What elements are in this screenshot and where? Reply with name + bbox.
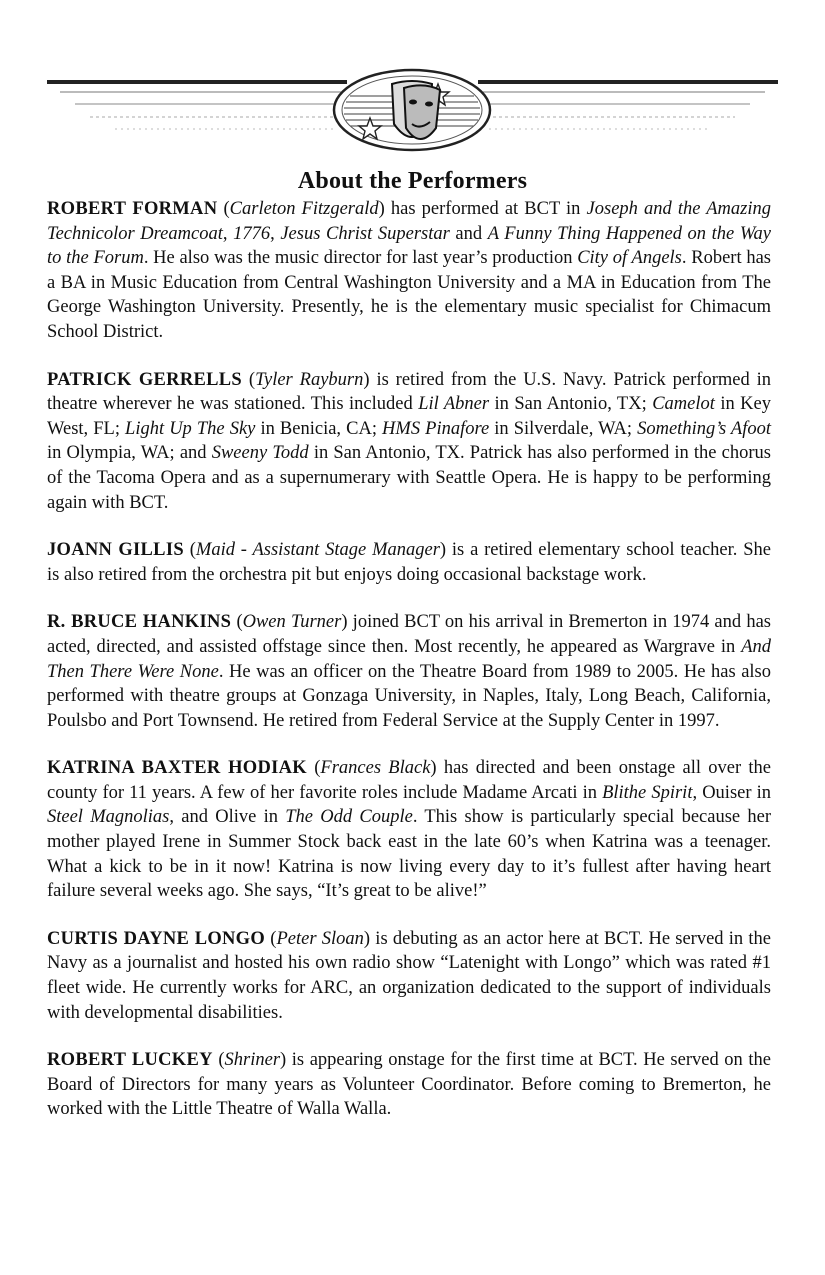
bio-text-segment: is appearing onstage for the first time at BCT. He served on the Board of Directors for many years as Volunteer Coordinator. Before coming to Bremerton, he worked with the Little Theatre of Walla Walla. <box>47 1050 771 1120</box>
bio-text-segment: is retired from the U.S. Navy. Patrick performed in theatre wherever he was stationed. This included <box>47 369 772 415</box>
show-title: City of Angels <box>577 248 682 269</box>
bio-text-segment: is debuting as an actor here at BCT. He served in the Navy as a journalist and hosted his own radio show “Latenight with Longo” which was rated #1 fleet wide. He currently works for ARC, an organization dedicated to the support of individuals with developmental disabilities. <box>47 928 772 1023</box>
performer-role: Frances Black <box>320 758 431 779</box>
bio-text-segment: is a retired elementary school teacher. She is also retired from the orchestra pit but enjoys doing occasional backstage work. <box>47 540 771 585</box>
bio-text-segment: in Benicia, CA; <box>255 418 383 439</box>
performer-role: Tyler Rayburn <box>255 369 364 390</box>
show-title: Steel Magnolias <box>47 807 170 828</box>
show-title: Lil Abner <box>418 394 490 415</box>
performer-bio: PATRICK GERRELLS (Tyler Rayburn) is retired from the U.S. Navy. Patrick performed in theatre wherever he was stationed. This included Lil Abner in San Antonio, TX; Camelot in Key West, FL; Light Up The Sky in Benicia, CA; HMS Pinafore in Silverdale, WA; Something’s Afoot in Olympia, WA; and Sweeny Todd in San Antonio, TX. Patrick has also performed in the chorus of the Tacoma Opera and as a supernumerary with Seattle Opera. He is happy to be performing again with BCT. <box>47 369 772 513</box>
performer-bio-text <box>47 370 771 513</box>
show-title: Light Up The Sky <box>125 418 256 439</box>
bio-text-segment: in Key West, FL; <box>47 394 771 439</box>
theatre-masks-emblem-icon <box>0 0 825 175</box>
show-title: 1776 <box>233 223 271 244</box>
show-title: Joseph and the Amazing Technicolor Dreamcoat <box>47 199 772 244</box>
bio-text-segment: . This show is particularly special because her mother played Irene in Summer Stock back east in the late 60’s when Katrina was a teenager. What a kick to be in it now! Katrina is now living every day to it’s fullest after having heart failure several weeks ago. She says, “It’s great to be alive!” <box>47 807 772 902</box>
bio-text-segment: has performed at BCT in <box>384 199 587 219</box>
performer-role: Peter Sloan <box>276 928 364 949</box>
performer-role: Carleton Fitzgerald <box>229 199 379 219</box>
performer-role: Maid - Assistant Stage Manager <box>195 540 440 561</box>
performer-name: CURTIS DAYNE LONGO <box>47 928 266 949</box>
performer-bio: JOANN GILLIS (Maid - Assistant Stage Manager) is a retired elementary school teacher. She is also retired from the orchestra pit but enjoys doing occasional backstage work. <box>47 540 771 585</box>
bio-text-segment: , <box>222 223 234 244</box>
bio-text-segment: in San Antonio, TX; <box>489 394 653 415</box>
show-title: Sweeny Todd <box>211 443 309 464</box>
bio-text-segment: . Robert has a BA in Music Education from Central Washington University and a MA in Education from The George Washington University. Presently, he is the elementary music specialist for Chimacum School District. <box>47 248 771 342</box>
performer-role: Shriner <box>224 1050 281 1071</box>
bio-text-segment: in Olympia, WA; and <box>47 443 212 464</box>
show-title: HMS Pinafore <box>382 418 490 439</box>
performer-name: R. BRUCE HANKINS <box>47 612 232 633</box>
performer-role: Owen Turner <box>242 612 342 633</box>
bio-text-segment: , and Olive in <box>169 807 286 828</box>
show-title: A Funny Thing Happened on the Way to the Forum <box>47 223 772 269</box>
show-title: Blithe Spirit <box>602 782 693 803</box>
performer-name: ROBERT FORMAN <box>47 199 218 219</box>
performer-name: PATRICK GERRELLS <box>47 369 243 390</box>
performer-bio-text <box>47 758 771 901</box>
show-title: Jesus Christ Superstar <box>280 223 450 244</box>
page-title: About the Performers <box>297 168 528 194</box>
performer-name: ROBERT LUCKEY <box>47 1050 213 1071</box>
bio-text-segment: , <box>270 223 281 244</box>
show-title: Camelot <box>652 394 715 415</box>
performer-bio: ROBERT LUCKEY (Shriner) is appearing onstage for the first time at BCT. He served on the Board of Directors for many years as Volunteer Coordinator. Before coming to Bremerton, he worked with the Little Theatre of Walla Walla. <box>47 1050 771 1120</box>
bio-text-segment: joined BCT on his arrival in Bremerton in 1974 and has acted, directed, and assisted offstage since then. Most recently, he appeared as Wargrave in <box>47 612 771 657</box>
performer-bio: KATRINA BAXTER HODIAK (Frances Black) has directed and been onstage all over the county for 11 years. A few of her favorite roles include Madame Arcati in Blithe Spirit, Ouiser in Steel Magnolias, and Olive in The Odd Couple. This show is particularly special because her mother played Irene in Summer Stock back east in the late 60’s when Katrina was a teenager. What a kick to be in it now! Katrina is now living every day to it’s fullest after having heart failure several weeks ago. She says, “It’s great to be alive!” <box>47 758 772 902</box>
performer-bio: R. BRUCE HANKINS (Owen Turner) joined BCT on his arrival in Bremerton in 1974 and has acted, directed, and assisted offstage since then. Most recently, he appeared as Wargrave in And Then There Were None. He was an officer on the Theatre Board from 1989 to 2005. He has also performed with theatre groups at Gonzaga University, in Naples, Italy, Long Beach, California, Poulsbo and Port Townsend. He retired from Federal Service at the Supply Center in 1997. <box>47 612 771 731</box>
performer-bio-list <box>47 197 771 1145</box>
bio-text-segment: in San Antonio, TX. Patrick has also performed in the chorus of the Tacoma Opera and as a supernumerary with Seattle Opera. He is happy to be performing again with BCT. <box>47 443 771 513</box>
bio-text-segment: , Ouiser in <box>692 782 771 803</box>
bio-text-segment: in Silverdale, WA; <box>489 418 638 439</box>
performer-bio: CURTIS DAYNE LONGO (Peter Sloan) is debuting as an actor here at BCT. He served in the Navy as a journalist and hosted his own radio show “Latenight with Longo” which was rated #1 fleet wide. He currently works for ARC, an organization dedicated to the support of individuals with developmental disabilities. <box>47 928 772 1023</box>
performer-bio-text <box>47 199 771 342</box>
bio-text-segment: has directed and been onstage all over the county for 11 years. A few of her favorite roles include Madame Arcati in <box>47 758 771 803</box>
performer-name: JOANN GILLIS <box>47 540 184 561</box>
bio-text-segment: and <box>449 223 488 244</box>
show-title: And Then There Were None <box>47 636 771 682</box>
performer-name: KATRINA BAXTER HODIAK <box>47 758 307 779</box>
show-title: The Odd Couple <box>285 807 413 828</box>
bio-text-segment: . He also was the music director for last year’s production <box>143 248 578 269</box>
bio-text-segment: . He was an officer on the Theatre Board from 1989 to 2005. He has also performed with theatre groups at Gonzaga University, in Naples, Italy, Long Beach, California, Poulsbo and Port Townsend. He retired from Federal Service at the Supply Center in 1997. <box>47 661 771 731</box>
show-title: Something’s Afoot <box>637 418 772 439</box>
performer-bio: ROBERT FORMAN (Carleton Fitzgerald) has performed at BCT in Joseph and the Amazing Technicolor Dreamcoat, 1776, Jesus Christ Superstar and A Funny Thing Happened on the Way to the Forum. He also was the music director for last year’s production City of Angels. Robert has a BA in Music Education from Central Washington University and a MA in Education from The George Washington University. Presently, he is the elementary music specialist for Chimacum School District. <box>47 199 772 342</box>
